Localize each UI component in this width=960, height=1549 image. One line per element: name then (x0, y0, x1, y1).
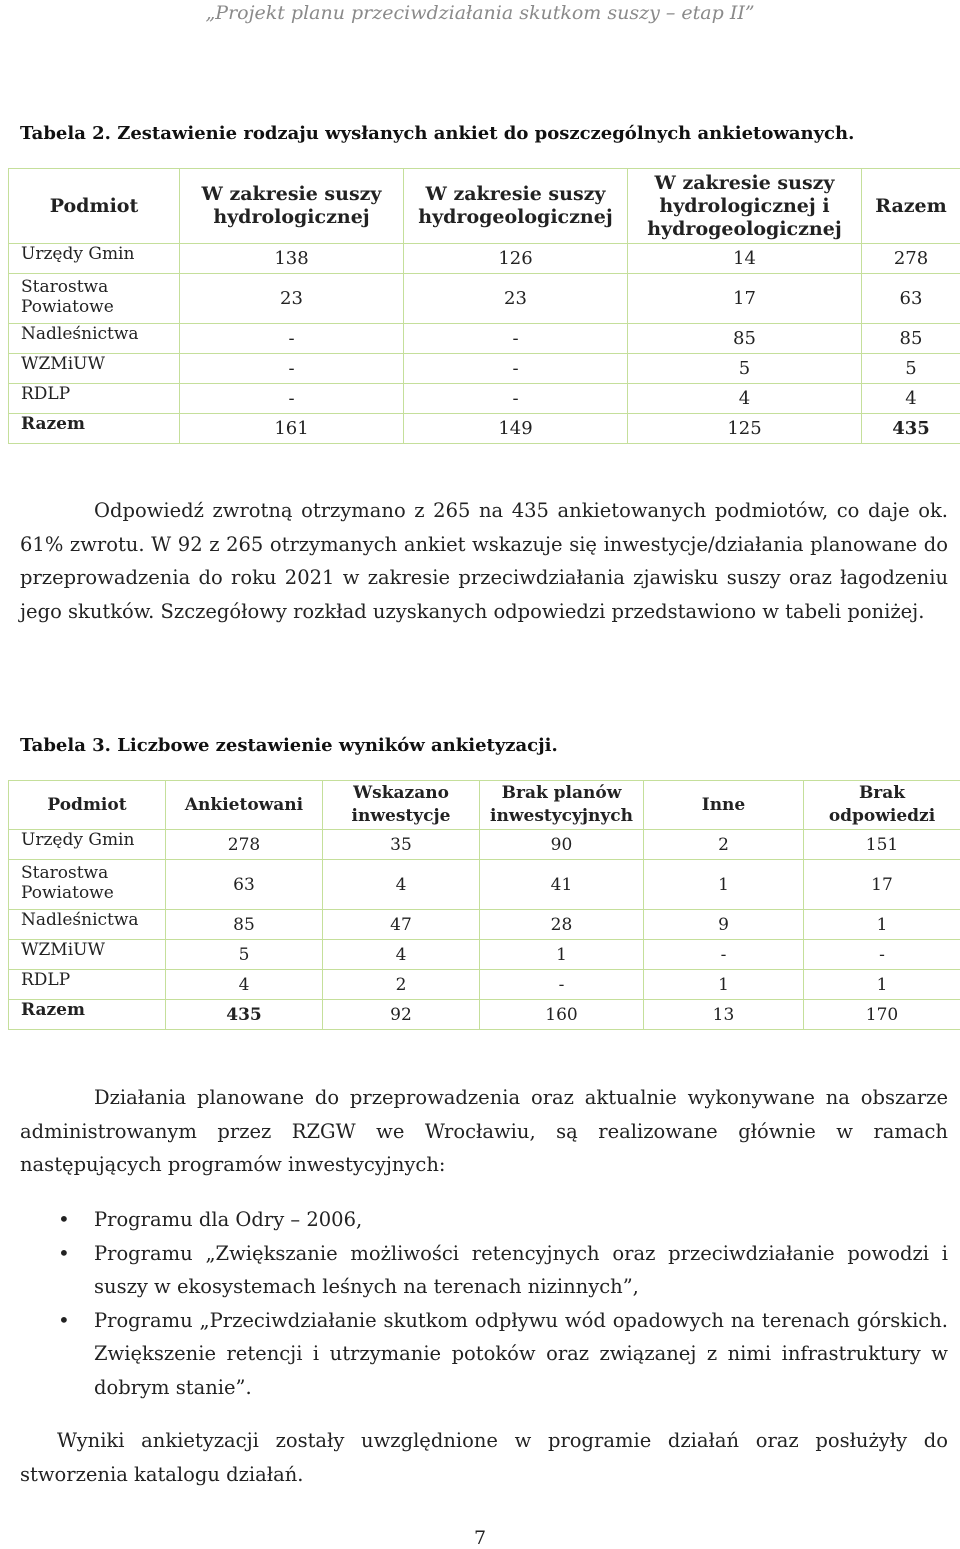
table-total-row (9, 414, 960, 444)
table-cell: - (644, 940, 804, 970)
table-cell: 4 (166, 970, 323, 1000)
table3-caption: Tabela 3. Liczbowe zestawienie wyników ankietyzacji. (20, 735, 558, 756)
table-cell: 435 (862, 414, 960, 444)
row-label: Urzędy Gmin (9, 830, 166, 860)
table-cell: 63 (166, 860, 323, 910)
table-cell: 5 (862, 354, 960, 384)
table-cell: 14 (628, 244, 862, 274)
table-row (9, 830, 960, 860)
table3-header-cell: Inne (644, 781, 804, 830)
table-cell: 4 (323, 940, 480, 970)
table2-header-cell: W zakresie suszy hydrologicznej (180, 169, 404, 244)
table-cell: - (804, 940, 960, 970)
paragraph-text: Działania planowane do przeprowadzenia oraz aktualnie wykonywane na obszarze administrowanym przez RZGW we Wrocławiu, są realizowane głównie w ramach następujących programów inwestycyjnych: (20, 1086, 948, 1176)
table-cell: 47 (323, 910, 480, 940)
table3 (8, 780, 960, 1030)
row-label: RDLP (9, 384, 180, 414)
table-cell: 435 (166, 1000, 323, 1030)
table-cell: - (404, 384, 628, 414)
list-item-text: Programu „Przeciwdziałanie skutkom odpływu wód opadowych na terenach górskich. Zwiększenie retencji i utrzymanie potoków oraz związanej z nimi infrastruktury w dobrym stanie”. (94, 1308, 948, 1399)
table-cell: 4 (323, 860, 480, 910)
table2-header-row (9, 169, 960, 244)
table-cell: - (180, 384, 404, 414)
table-cell: 35 (323, 830, 480, 860)
row-label: WZMiUW (9, 354, 180, 384)
table-total-row (9, 1000, 960, 1030)
table-cell: 23 (180, 274, 404, 324)
table-cell: 4 (628, 384, 862, 414)
table-cell: 17 (628, 274, 862, 324)
table-cell: 1 (644, 860, 804, 910)
table2-caption: Tabela 2. Zestawienie rodzaju wysłanych ankiet do poszczególnych ankietowanych. (20, 123, 855, 144)
table-cell: 9 (644, 910, 804, 940)
paragraph-text: Odpowiedź zwrotną otrzymano z 265 na 435 ankietowanych podmiotów, co daje ok. 61% zwrotu. W 92 z 265 otrzymanych ankiet wskazuje się inwestycje/działania planowane do przeprowadzenia do roku 2021 w zakresie przeciwdziałania zjawisku suszy oraz łagodzeniu jego skutków. Szczegółowy rozkład uzyskanych odpowiedzi przedstawiono w tabeli poniżej. (20, 499, 948, 623)
table-cell: 4 (862, 384, 960, 414)
table3-header-cell: Ankietowani (166, 781, 323, 830)
table-cell: 92 (323, 1000, 480, 1030)
paragraph-text: Wyniki ankietyzacji zostały uwzględnione w programie działań oraz posłużyły do stworzenia katalogu działań. (20, 1429, 948, 1486)
table3-header-cell: Wskazano inwestycje (323, 781, 480, 830)
table3-header-cell: Brak planów inwestycyjnych (480, 781, 644, 830)
table-cell: 170 (804, 1000, 960, 1030)
list-item-text: Programu dla Odry – 2006, (94, 1208, 363, 1231)
page-number: 7 (473, 1527, 487, 1549)
table-cell: 13 (644, 1000, 804, 1030)
row-label: Urzędy Gmin (9, 244, 180, 274)
table-row (9, 324, 960, 354)
table-cell: - (404, 324, 628, 354)
table-cell: 5 (628, 354, 862, 384)
row-label: Starostwa Powiatowe (9, 274, 180, 324)
row-label: WZMiUW (9, 940, 166, 970)
table-cell: 2 (323, 970, 480, 1000)
table-cell: 1 (804, 970, 960, 1000)
table-cell: 17 (804, 860, 960, 910)
table-cell: - (180, 324, 404, 354)
running-header: „Projekt planu przeciwdziałania skutkom suszy – etap II” (205, 2, 755, 24)
table-cell: 151 (804, 830, 960, 860)
table-cell: 1 (644, 970, 804, 1000)
table-cell: 28 (480, 910, 644, 940)
list-item (20, 1304, 948, 1405)
row-label: Nadleśnictwa (9, 324, 180, 354)
table-cell: 2 (644, 830, 804, 860)
table-row (9, 274, 960, 324)
table-cell: 278 (862, 244, 960, 274)
table-cell: 161 (180, 414, 404, 444)
table3-header-cell: Podmiot (9, 781, 166, 830)
table2-header-cell: W zakresie suszy hydrogeologicznej (404, 169, 628, 244)
table-cell: 85 (166, 910, 323, 940)
table-cell: 63 (862, 274, 960, 324)
table-cell: 23 (404, 274, 628, 324)
table-cell: 90 (480, 830, 644, 860)
table-cell: - (180, 354, 404, 384)
table-row (9, 860, 960, 910)
table-row (9, 244, 960, 274)
table-cell: - (480, 970, 644, 1000)
row-label: Razem (9, 414, 180, 444)
table-cell: 138 (180, 244, 404, 274)
table-cell: 85 (628, 324, 862, 354)
paragraph-response-rate (20, 494, 948, 628)
table3-header-cell: Brak odpowiedzi (804, 781, 960, 830)
table-row (9, 910, 960, 940)
list-item-text: Programu „Zwiększanie możliwości retencyjnych oraz przeciwdziałanie powodzi i suszy w ekosystemach leśnych na terenach nizinnych”, (94, 1241, 948, 1298)
table3-header-row (9, 781, 960, 830)
table-cell: 1 (804, 910, 960, 940)
table-cell: 85 (862, 324, 960, 354)
table-cell: 278 (166, 830, 323, 860)
table-row (9, 970, 960, 1000)
row-label: Nadleśnictwa (9, 910, 166, 940)
table-cell: 160 (480, 1000, 644, 1030)
bullet-icon: • (58, 1207, 70, 1231)
table2-header-cell: W zakresie suszy hydrologicznej i hydrogeologicznej (628, 169, 862, 244)
paragraph-conclusion (20, 1424, 948, 1491)
table-cell: - (404, 354, 628, 384)
table-cell: 1 (480, 940, 644, 970)
row-label: Starostwa Powiatowe (9, 860, 166, 910)
table-cell: 149 (404, 414, 628, 444)
table-row (9, 384, 960, 414)
row-label: RDLP (9, 970, 166, 1000)
table-row (9, 354, 960, 384)
row-label: Razem (9, 1000, 166, 1030)
bullet-icon: • (58, 1307, 70, 1332)
table2 (8, 168, 960, 444)
paragraph-programs-intro (20, 1081, 948, 1182)
table-cell: 125 (628, 414, 862, 444)
table-cell: 5 (166, 940, 323, 970)
table-row (9, 940, 960, 970)
programs-list (20, 1203, 948, 1404)
list-item (20, 1237, 948, 1304)
table-cell: 126 (404, 244, 628, 274)
table-cell: 41 (480, 860, 644, 910)
table2-header-cell: Podmiot (9, 169, 180, 244)
table2-header-cell: Razem (862, 169, 960, 244)
bullet-icon: • (58, 1240, 70, 1265)
list-item (20, 1203, 948, 1237)
